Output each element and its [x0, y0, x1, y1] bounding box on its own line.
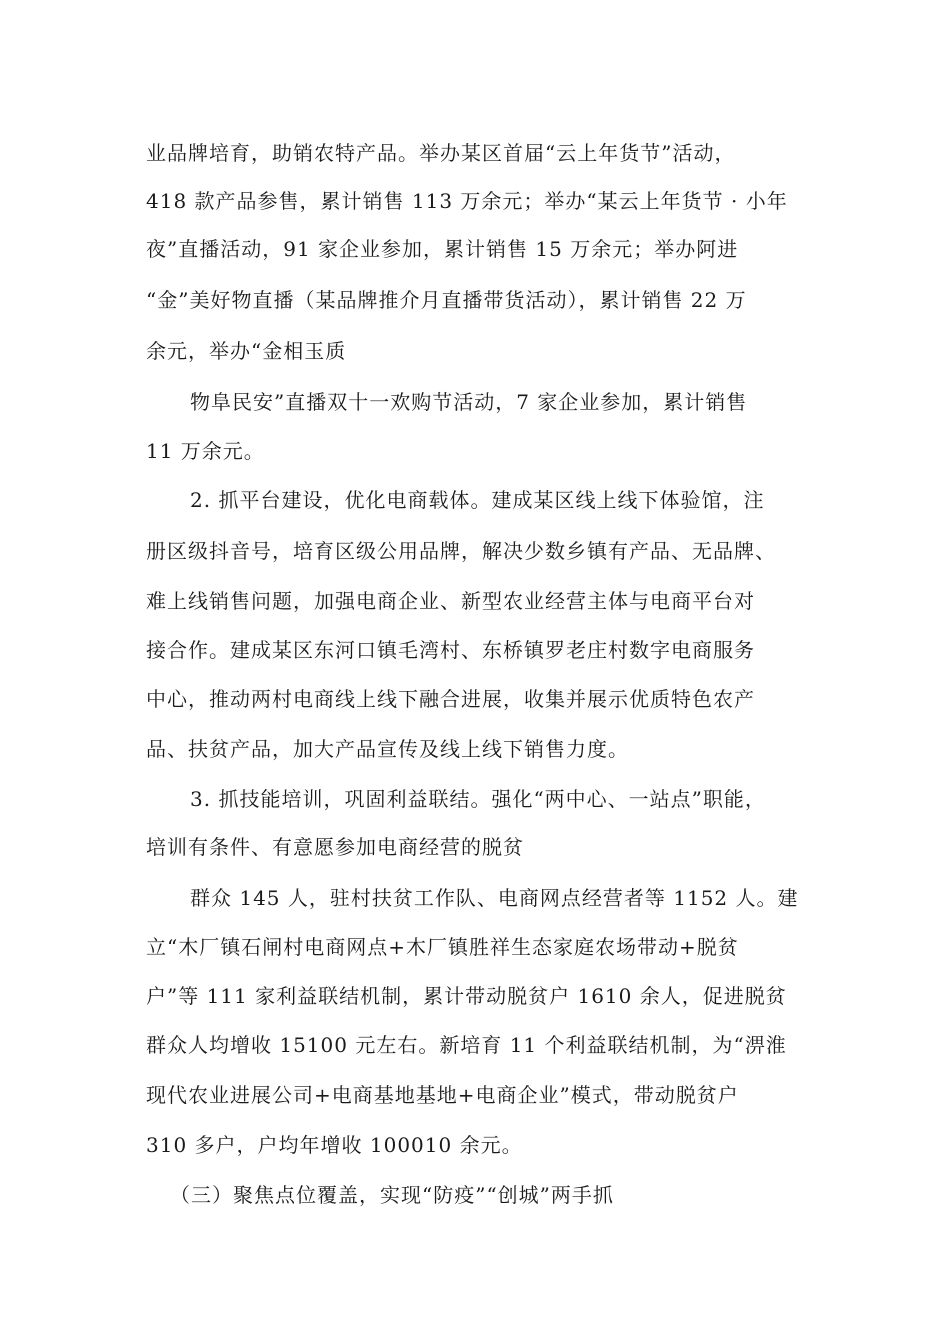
- text-line: 余元，举办“金相玉质: [146, 339, 347, 363]
- text-line: 2. 抓平台建设，优化电商载体。建成某区线上线下体验馆，注: [190, 488, 765, 512]
- text-line: 418 款产品参售，累计销售 113 万余元；举办“某云上年货节 · 小年: [146, 189, 788, 213]
- text-line: 册区级抖音号，培育区级公用品牌，解决少数乡镇有产品、无品牌、: [146, 539, 776, 563]
- text-line: 业品牌培育，助销农特产品。举办某区首届“云上年货节”活动，: [146, 141, 736, 165]
- text-line: 11 万余元。: [146, 439, 265, 463]
- text-line: 夜”直播活动，91 家企业参加，累计销售 15 万余元；举办阿进: [146, 237, 739, 261]
- text-line: 现代农业进展公司+电商基地基地+电商企业”模式，带动脱贫户: [146, 1083, 739, 1107]
- text-line: 培训有条件、有意愿参加电商经营的脱贫: [146, 835, 524, 859]
- text-line: 3. 抓技能培训，巩固利益联结。强化“两中心、一站点”职能，: [190, 787, 766, 811]
- text-line: 品、扶贫产品，加大产品宣传及线上线下销售力度。: [146, 737, 629, 761]
- text-line: “金”美好物直播（某品牌推介月直播带货活动），累计销售 22 万: [146, 288, 747, 312]
- text-line: 中心，推动两村电商线上线下融合进展，收集并展示优质特色农产: [146, 687, 755, 711]
- text-line: 群众 145 人，驻村扶贫工作队、电商网点经营者等 1152 人。建: [190, 886, 799, 910]
- text-line: 群众人均增收 15100 元左右。新培育 11 个利益联结机制，为“淠淮: [146, 1033, 787, 1057]
- text-line: 难上线销售问题，加强电商企业、新型农业经营主体与电商平台对: [146, 589, 755, 613]
- text-line: 接合作。建成某区东河口镇毛湾村、东桥镇罗老庄村数字电商服务: [146, 638, 755, 662]
- text-line: 户”等 111 家利益联结机制，累计带动脱贫户 1610 余人，促进脱贫: [146, 984, 787, 1008]
- section-heading: （三）聚焦点位覆盖，实现“防疫”“创城”两手抓: [170, 1183, 614, 1207]
- text-line: 立“木厂镇石闸村电商网点+木厂镇胜祥生态家庭农场带动+脱贫: [146, 935, 739, 959]
- text-line: 物阜民安”直播双十一欢购节活动，7 家企业参加，累计销售: [190, 390, 748, 414]
- text-line: 310 多户，户均年增收 100010 余元。: [146, 1133, 523, 1157]
